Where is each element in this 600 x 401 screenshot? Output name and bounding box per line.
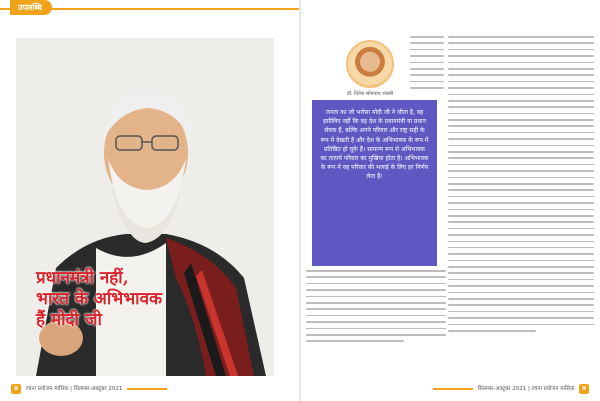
headline-line-2: भारत के अभिभावक <box>36 289 163 309</box>
page-number-right: 9 <box>579 384 589 394</box>
author-photo <box>346 40 394 88</box>
body-column-2-top <box>410 36 444 94</box>
footer-right <box>430 383 592 395</box>
author-name: डॉ. दिनेश सोमनाथ शास्त्री <box>346 91 394 97</box>
headline-line-3: हैं मोदी जी <box>36 310 102 330</box>
footer-left <box>8 383 170 395</box>
headline-line-1: प्रधानमंत्री नहीं, <box>36 268 129 288</box>
section-tag-label: उपलब्धि <box>10 0 52 15</box>
footer-rule-right <box>433 388 473 390</box>
section-tag <box>0 3 300 24</box>
footer-rule-left <box>127 388 167 390</box>
body-column-1b <box>306 270 446 347</box>
pull-quote: जनता का जो भरोसा मोदी जी ने जीता है, वह इसीलिए नहीं कि वह देश के प्रधानमंत्री या प्रधान सेवक हैं, बल्कि अपने परिवार और राष्ट्र सही के रूप में देखती है और देश के अभिभावक के रूप में प्रतिष्ठित हो चुके हैं। सामान्य रूप से अभिभावक का तात्पर्य परिवार का मुखिया होता है। अभिभावक के रूप में वह परिवार की भलाई के लिए हर निर्णय लेता है। <box>312 100 437 266</box>
footer-left-text: रचना प्रयोजन मासिक | सितम्बर-अक्टूबर 2021 <box>25 386 123 392</box>
page-number-left: 8 <box>11 384 21 394</box>
body-column-3 <box>448 36 594 336</box>
footer-right-text: सितम्बर-अक्टूबर 2021 | रचना प्रयोजन मासिक <box>477 386 575 392</box>
page-gutter <box>299 0 301 401</box>
author-block <box>334 40 406 98</box>
headline <box>36 268 276 331</box>
